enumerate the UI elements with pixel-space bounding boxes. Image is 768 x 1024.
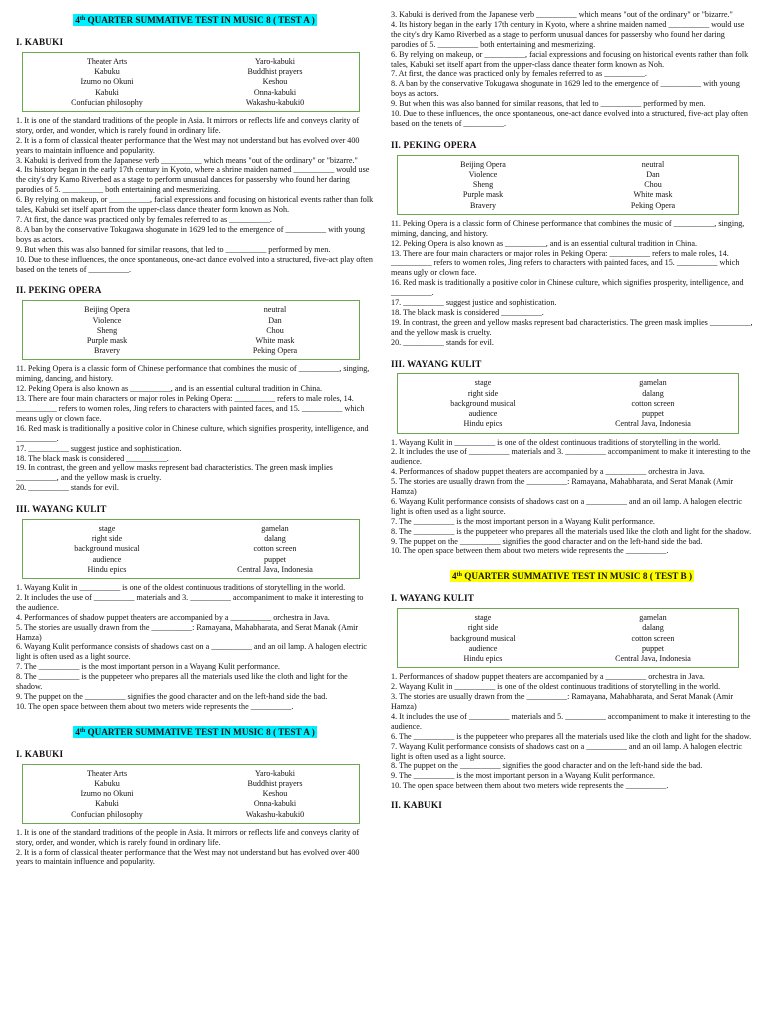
- choice: Sheng: [96, 325, 118, 335]
- question: 4. Its history began in the early 17th century in Kyoto, where a shrine maiden named __________ would use the city's dry Kamo Riverbed as a stage to perform unusual dances for passersby who found her daring parodies of 5. __________ both entertaining and mesmerizing.: [391, 19, 745, 49]
- choice: audience: [92, 554, 122, 564]
- question: 9. The puppet on the __________ signifies the good character and on the left-hand side the bad.: [16, 692, 328, 702]
- choice: cotton screen: [631, 398, 675, 408]
- choice: Keshou: [262, 789, 288, 799]
- choice: audience: [468, 643, 498, 653]
- right-column: [391, 10, 753, 815]
- question: 8. A ban by the conservative Tokugawa shogunate in 1629 led to the emergence of __________ with young boys as actors.: [391, 79, 740, 99]
- kabuki-word-bank-repeat: [22, 764, 360, 824]
- choice: Confucian philosophy: [71, 97, 143, 107]
- question: 1. Wayang Kulit in __________ is one of the oldest continuous traditions of storytelling in the world.: [16, 583, 346, 593]
- wayang-heading-repeat: III. WAYANG KULIT: [391, 358, 482, 369]
- kabuki-b-heading: II. KABUKI: [391, 800, 443, 811]
- question: 2. It is a form of classical theater performance that the West may not understand but has evolved over 400 years to maintain influence and popularity.: [16, 135, 360, 155]
- question: 1. Wayang Kulit in __________ is one of the oldest continuous traditions of storytelling in the world.: [391, 437, 721, 447]
- question: 20. __________ stands for evil.: [16, 483, 119, 493]
- question: 7. At first, the dance was practiced only by females referred to as __________.: [391, 69, 647, 79]
- question: 12. Peking Opera is also known as __________, and is an essential cultural tradition in China.: [391, 238, 697, 248]
- choice: Central Java, Indonesia: [237, 564, 313, 574]
- choice: Confucian philosophy: [71, 809, 143, 819]
- question: 11. Peking Opera is a classic form of Chinese performance that combines the music of __________, singing, miming, dancing, and history.: [16, 364, 370, 384]
- question: 13. There are four main characters or major roles in Peking Opera: __________ refers to male roles, 14. __________ refers to women roles, Jing refers to characters with painted faces, and 15. __________ which means ugly or clown face.: [16, 394, 365, 423]
- question: 9. The puppet on the __________ signifies the good character and on the left-hand side the bad.: [391, 536, 703, 546]
- choice: gamelan: [639, 613, 667, 623]
- choice: Onna-kabuki: [253, 87, 297, 97]
- question: 7. Wayang Kulit performance consists of shadows cast on a __________ and an oil lamp. A halogen electric light is often used as a light source.: [391, 741, 742, 761]
- choice: neutral: [641, 159, 665, 169]
- wayang-word-bank: [22, 519, 360, 579]
- choice: Violence: [92, 315, 122, 325]
- choice: right side: [91, 534, 123, 544]
- choice: Theater Arts: [86, 768, 128, 778]
- choice: Izumo no Okuni: [80, 789, 134, 799]
- choice: Wakashu-kabuki0: [245, 97, 305, 107]
- choice: Hindu epics: [87, 564, 127, 574]
- question: 9. But when this was also banned for similar reasons, that led to __________ performed by men.: [391, 99, 706, 109]
- question: 9. The __________ is the most important person in a Wayang Kulit performance.: [391, 771, 655, 781]
- choice: Theater Arts: [86, 56, 128, 66]
- choice: Bravery: [469, 200, 497, 210]
- question: 7. The __________ is the most important person in a Wayang Kulit performance.: [16, 662, 280, 672]
- choice: Beijing Opera: [460, 159, 506, 169]
- test-a-title-repeat: 4th QUARTER SUMMATIVE TEST IN MUSIC 8 ( TEST A ): [75, 726, 315, 737]
- choice: Hindu epics: [463, 654, 503, 664]
- peking-word-bank-repeat: [397, 155, 739, 215]
- choice: Onna-kabuki: [253, 799, 297, 809]
- question: 12. Peking Opera is also known as __________, and is an essential cultural tradition in China.: [16, 384, 322, 394]
- choice: puppet: [641, 409, 665, 419]
- choice: background musical: [450, 398, 516, 408]
- choice: Dan: [646, 169, 660, 179]
- choice: neutral: [263, 305, 287, 315]
- peking-heading: II. PEKING OPERA: [16, 285, 102, 296]
- question: 2. It is a form of classical theater performance that the West may not understand but has evolved over 400 years to maintain influence and popularity.: [16, 847, 360, 867]
- question: 3. Kabuki is derived from the Japanese verb __________ which means "out of the ordinary" or "bizarre.": [16, 155, 358, 165]
- question: 19. In contrast, the green and yellow masks represent bad characteristics. The green mask implies __________, and the yellow mask is cruelty.: [16, 463, 333, 483]
- choice: Hindu epics: [463, 419, 503, 429]
- choice: Violence: [468, 169, 498, 179]
- question: 17. __________ suggest justice and sophistication.: [16, 443, 182, 453]
- question: 8. The puppet on the __________ signifies the good character and on the left-hand side the bad.: [391, 761, 703, 771]
- question: 5. The stories are usually drawn from the __________: Ramayana, Mahabharata, and Serat Manak (Amir Hamza): [391, 477, 734, 497]
- choice: dalang: [642, 623, 664, 633]
- choice: White mask: [255, 335, 295, 345]
- kabuki-heading: I. KABUKI: [16, 37, 64, 47]
- choice: Purple mask: [86, 335, 128, 345]
- wayang-heading: III. WAYANG KULIT: [16, 504, 107, 515]
- choice: audience: [468, 409, 498, 419]
- choice: Chou: [644, 180, 662, 190]
- question: 2. Wayang Kulit in __________ is one of the oldest continuous traditions of storytelling in the world.: [391, 682, 721, 692]
- choice: right side: [467, 623, 499, 633]
- question: 16. Red mask is traditionally a positive color in Chinese culture, which signifies prosperity, intelligence, and __________.: [16, 423, 369, 443]
- left-column: [16, 10, 374, 867]
- choice: Peking Opera: [252, 346, 298, 356]
- choice: White mask: [633, 190, 673, 200]
- choice: Buddhist prayers: [247, 67, 303, 77]
- question: 8. A ban by the conservative Tokugawa shogunate in 1629 led to the emergence of __________ with young boys as actors.: [16, 224, 365, 244]
- choice: dalang: [264, 534, 286, 544]
- question: 13. There are four main characters or major roles in Peking Opera: __________ refers to male roles, 14. __________ refers to women roles, Jing refers to characters with painted faces, and 15. __________ which means ugly or clown face.: [391, 248, 740, 278]
- choice: Dan: [268, 315, 282, 325]
- question: 9. But when this was also banned for similar reasons, that led to __________ performed by men.: [16, 244, 331, 254]
- question: 10. The open space between them about two meters wide represents the __________.: [391, 546, 669, 556]
- question: 3. The stories are usually drawn from the __________: Ramayana, Mahabharata, and Serat Manak (Amir Hamza): [391, 692, 734, 712]
- test-b-title: 4th QUARTER SUMMATIVE TEST IN MUSIC 8 ( TEST B ): [451, 571, 693, 582]
- choice: background musical: [74, 544, 140, 554]
- choice: Kabuki: [95, 87, 119, 97]
- question: 2. It includes the use of __________ materials and 3. __________ accompaniment to make it interesting to the audience.: [391, 447, 751, 467]
- question: 10. Due to these influences, the once spontaneous, one-act dance evolved into a structured, five-act play often based on the tenets of __________.: [391, 109, 748, 128]
- choice: puppet: [263, 554, 287, 564]
- question: 4. Performances of shadow puppet theaters are accompanied by a __________ orchestra in Java.: [391, 467, 705, 477]
- choice: Yaro-kabuki: [254, 768, 296, 778]
- question: 17. __________ suggest justice and sophistication.: [391, 298, 557, 308]
- choice: background musical: [450, 633, 516, 643]
- question: 6. By relying on makeup, or __________, facial expressions and focusing on historical events rather than folk tales, Kabuki set itself apart from the upper-class dance theater form known as Noh.: [16, 195, 374, 215]
- question: 1. It is one of the standard traditions of the people in Asia. It mirrors or reflects life and conveys clarity of story, order, and wonder, which is rarely found in ordinary life.: [16, 827, 360, 847]
- choice: Sheng: [472, 180, 494, 190]
- question: 10. The open space between them about two meters wide represents the __________.: [16, 701, 294, 711]
- choice: dalang: [642, 388, 664, 398]
- choice: Keshou: [262, 77, 288, 87]
- choice: puppet: [641, 643, 665, 653]
- test-a-title: 4th QUARTER SUMMATIVE TEST IN MUSIC 8 ( TEST A ): [75, 15, 315, 25]
- choice: stage: [474, 613, 492, 623]
- question: 7. The __________ is the most important person in a Wayang Kulit performance.: [391, 516, 655, 526]
- choice: stage: [474, 378, 492, 388]
- question: 5. The stories are usually drawn from the __________: Ramayana, Mahabharata, and Serat Manak (Amir Hamza): [16, 622, 359, 642]
- peking-word-bank: [22, 300, 360, 360]
- question: 6. Wayang Kulit performance consists of shadows cast on a __________ and an oil lamp. A halogen electric light is often used as a light source.: [391, 496, 742, 516]
- choice: Central Java, Indonesia: [615, 419, 691, 429]
- question: 8. The __________ is the puppeteer who prepares all the materials used like the cloth and light for the shadow.: [16, 672, 348, 692]
- question: 8. The __________ is the puppeteer who prepares all the materials used like the cloth and light for the shadow.: [391, 526, 752, 536]
- choice: Purple mask: [462, 190, 504, 200]
- question: 1. Performances of shadow puppet theaters are accompanied by a __________ orchestra in Java.: [391, 672, 705, 682]
- question: 16. Red mask is traditionally a positive color in Chinese culture, which signifies prosperity, intelligence, and __________.: [391, 278, 744, 298]
- choice: Bravery: [93, 346, 121, 356]
- choice: cotton screen: [253, 544, 297, 554]
- question: 6. Wayang Kulit performance consists of shadows cast on a __________ and an oil lamp. A halogen electric light is often used as a light source.: [16, 642, 367, 662]
- wayang-b-heading: I. WAYANG KULIT: [391, 593, 475, 604]
- question: 18. The black mask is considered __________.: [391, 307, 544, 317]
- choice: cotton screen: [631, 633, 675, 643]
- peking-heading-repeat: II. PEKING OPERA: [391, 139, 477, 150]
- question: 20. __________ stands for evil.: [391, 337, 494, 347]
- question: 19. In contrast, the green and yellow masks represent bad characteristics. The green mask implies __________, and the yellow mask is cruelty.: [391, 317, 753, 337]
- question: 18. The black mask is considered __________.: [16, 453, 169, 463]
- kabuki-word-bank: [22, 52, 360, 112]
- choice: Central Java, Indonesia: [615, 654, 691, 664]
- kabuki-heading-repeat: I. KABUKI: [16, 748, 64, 759]
- choice: Kabuku: [94, 67, 120, 77]
- choice: Buddhist prayers: [247, 778, 303, 788]
- choice: right side: [467, 388, 499, 398]
- wayang-b-word-bank: [397, 608, 739, 668]
- question: 2. It includes the use of __________ materials and 3. __________ accompaniment to make it interesting to the audience.: [16, 592, 364, 612]
- question: 11. Peking Opera is a classic form of Chinese performance that combines the music of __________, singing, miming, dancing, and history.: [391, 218, 745, 238]
- question: 4. It includes the use of __________ materials and 5. __________ accompaniment to make it interesting to the audience.: [391, 711, 751, 731]
- choice: Beijing Opera: [84, 305, 130, 315]
- question: 1. It is one of the standard traditions of the people in Asia. It mirrors or reflects life and conveys clarity of story, order, and wonder, which is rarely found in ordinary life.: [16, 115, 360, 135]
- question: 7. At first, the dance was practiced only by females referred to as __________.: [16, 214, 272, 224]
- choice: Chou: [266, 325, 284, 335]
- choice: gamelan: [639, 378, 667, 388]
- choice: Izumo no Okuni: [80, 77, 134, 87]
- question: 6. The __________ is the puppeteer who prepares all the materials used like the cloth and light for the shadow.: [391, 731, 752, 741]
- question: 4. Performances of shadow puppet theaters are accompanied by a __________ orchestra in Java.: [16, 612, 330, 622]
- choice: Peking Opera: [630, 200, 676, 210]
- choice: Kabuki: [95, 799, 119, 809]
- question: 6. By relying on makeup, or __________, facial expressions and focusing on historical events rather than folk tales, Kabuki set itself apart from the upper-class dance theater form known as Noh.: [391, 49, 749, 69]
- choice: Yaro-kabuki: [254, 56, 296, 66]
- choice: stage: [98, 524, 116, 534]
- question: 10. Due to these influences, the once spontaneous, one-act dance evolved into a structured, five-act play often based on the tenets of __________.: [16, 254, 373, 274]
- question: 10. The open space between them about two meters wide represents the __________.: [391, 781, 669, 791]
- question: 3. Kabuki is derived from the Japanese verb __________ which means "out of the ordinary" or "bizarre.": [391, 10, 733, 19]
- choice: Wakashu-kabuki0: [245, 809, 305, 819]
- wayang-word-bank-repeat: [397, 373, 739, 433]
- choice: Kabuku: [94, 778, 120, 788]
- question: 4. Its history began in the early 17th century in Kyoto, where a shrine maiden named __________ would use the city's dry Kamo Riverbed as a stage to perform unusual dances for passersby who found her daring parodies of 5. __________ both entertaining and mesmerizing.: [16, 165, 370, 195]
- choice: gamelan: [261, 524, 289, 534]
